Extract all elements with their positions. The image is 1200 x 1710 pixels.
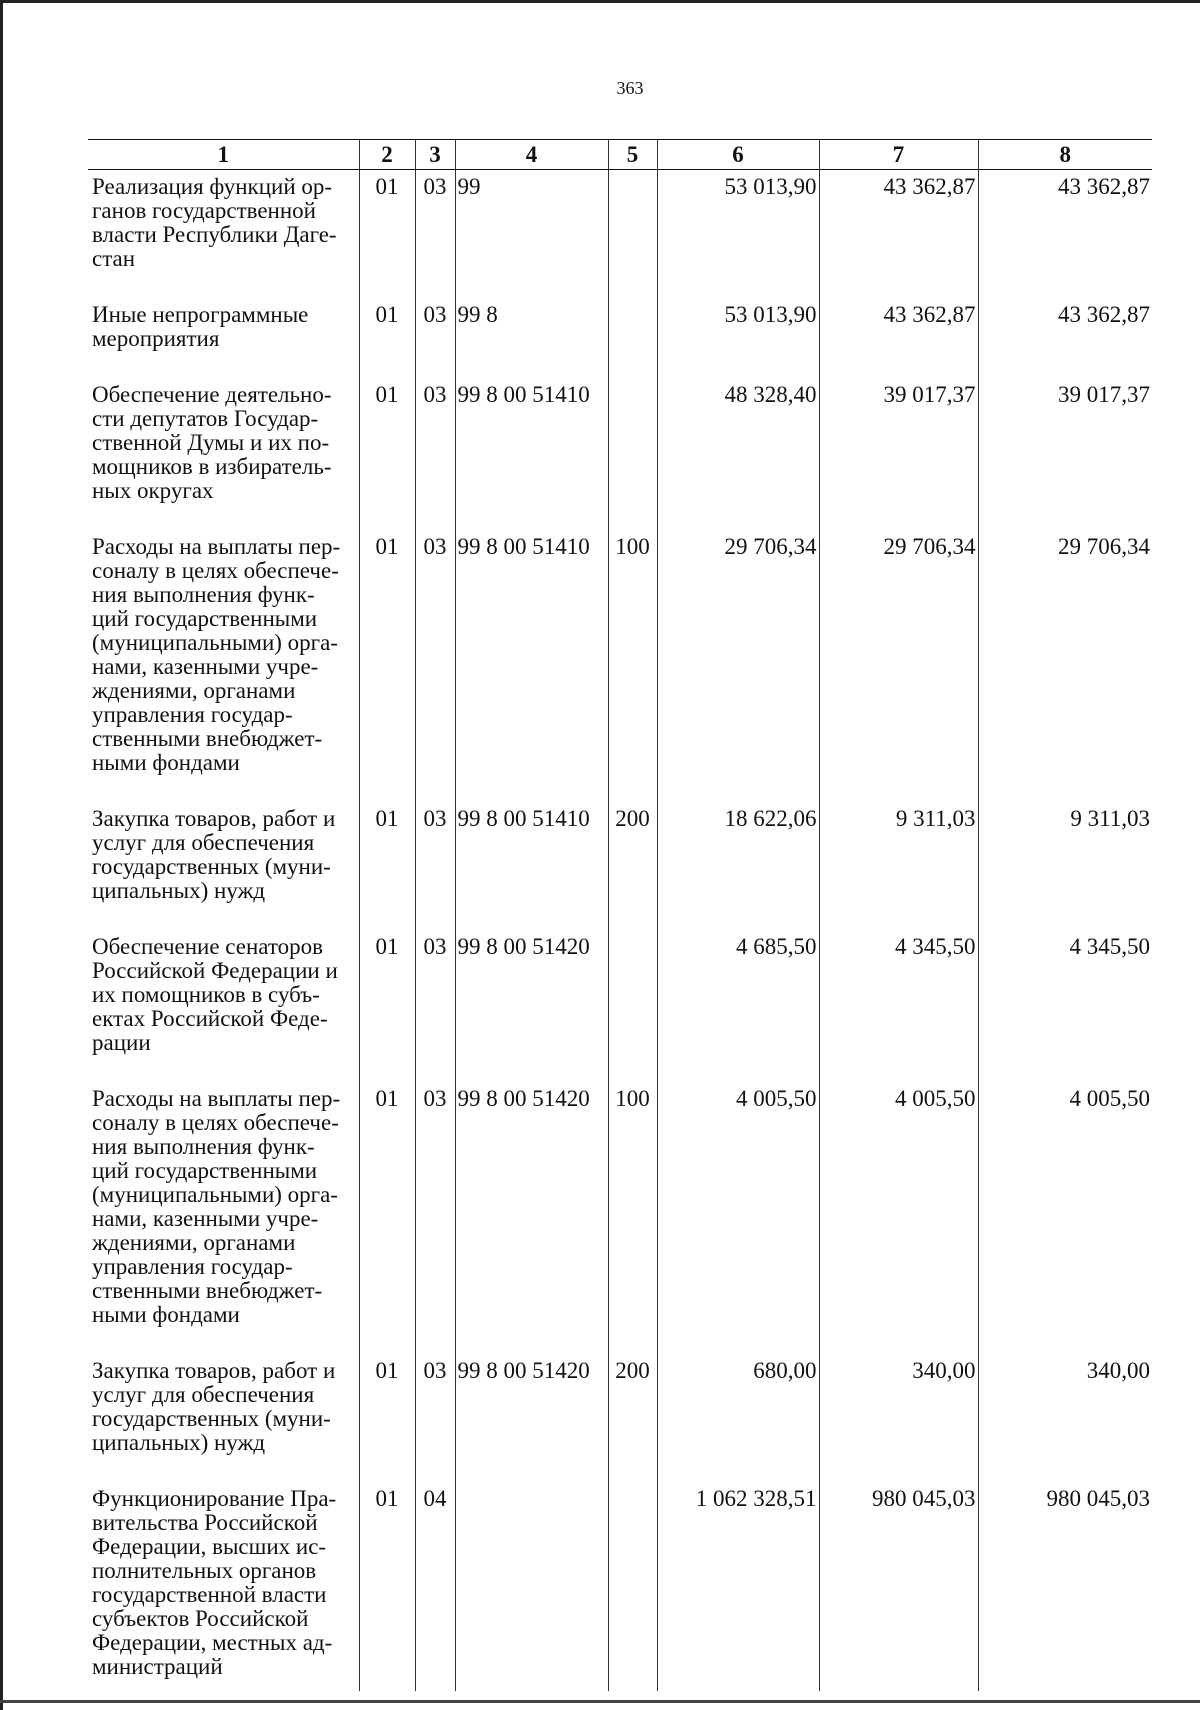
row-description: Закупка товаров, работ и услуг для обеспечения государственных (муни- ципальных) нужд bbox=[92, 806, 336, 903]
table-row bbox=[88, 535, 1152, 807]
row-amount-col8: 340,00 bbox=[978, 1359, 1152, 1487]
table-row bbox=[88, 383, 1152, 535]
row-description: Обеспечение деятельно- сти депутатов Государ- ственной Думы и их по- мощников в избиратель- ных округах bbox=[92, 382, 332, 503]
row-amount-col7: 29 706,34 bbox=[819, 535, 978, 807]
row-amount-col8: 43 362,87 bbox=[978, 170, 1152, 304]
row-target-article-code: 99 8 00 51410 bbox=[455, 383, 608, 535]
row-amount-col8: 980 045,03 bbox=[978, 1487, 1152, 1691]
row-description: Расходы на выплаты пер- соналу в целях обеспече- ния выполнения функ- ций государственными (муниципальными) орга- нами, казенными учре- ждениями, органами управления государ- ственными внебюджет- ными фондами bbox=[92, 534, 341, 775]
row-amount-col6: 4 005,50 bbox=[657, 1087, 819, 1359]
row-section-code: 01 bbox=[359, 383, 415, 535]
scan-edge-left bbox=[0, 0, 3, 1710]
row-section-code: 01 bbox=[359, 1487, 415, 1691]
row-section-code: 01 bbox=[359, 1087, 415, 1359]
row-description: Функционирование Пра- вительства Российской Федерации, высших ис- полнительных органов государственной власти субъектов Российской Федерации, местных ад- министраций bbox=[92, 1486, 337, 1679]
row-amount-col8: 39 017,37 bbox=[978, 383, 1152, 535]
row-expense-type-code bbox=[608, 935, 657, 1087]
row-amount-col6: 53 013,90 bbox=[657, 170, 819, 304]
header-col-3: 3 bbox=[415, 140, 455, 170]
row-amount-col6: 1 062 328,51 bbox=[657, 1487, 819, 1691]
row-amount-col8: 4 345,50 bbox=[978, 935, 1152, 1087]
row-section-code: 01 bbox=[359, 170, 415, 304]
row-section-code: 01 bbox=[359, 303, 415, 383]
row-expense-type-code: 200 bbox=[608, 807, 657, 935]
row-amount-col6: 48 328,40 bbox=[657, 383, 819, 535]
row-amount-col7: 4 005,50 bbox=[819, 1087, 978, 1359]
row-target-article-code: 99 8 00 51420 bbox=[455, 935, 608, 1087]
row-target-article-code: 99 bbox=[455, 170, 608, 304]
table-row bbox=[88, 1487, 1152, 1691]
row-expense-type-code: 200 bbox=[608, 1359, 657, 1487]
row-target-article-code: 99 8 00 51420 bbox=[455, 1087, 608, 1359]
page-number: 363 bbox=[616, 78, 644, 98]
row-amount-col7: 980 045,03 bbox=[819, 1487, 978, 1691]
row-amount-col6: 4 685,50 bbox=[657, 935, 819, 1087]
row-amount-col8: 4 005,50 bbox=[978, 1087, 1152, 1359]
row-section-code: 01 bbox=[359, 807, 415, 935]
row-amount-col7: 340,00 bbox=[819, 1359, 978, 1487]
row-target-article-code: 99 8 00 51410 bbox=[455, 807, 608, 935]
row-expense-type-code bbox=[608, 170, 657, 304]
row-amount-col7: 43 362,87 bbox=[819, 170, 978, 304]
row-target-article-code: 99 8 00 51420 bbox=[455, 1359, 608, 1487]
row-amount-col7: 4 345,50 bbox=[819, 935, 978, 1087]
table-row bbox=[88, 170, 1152, 304]
row-amount-col8: 29 706,34 bbox=[978, 535, 1152, 807]
header-col-6: 6 bbox=[657, 140, 819, 170]
row-subsection-code: 03 bbox=[415, 383, 455, 535]
header-col-7: 7 bbox=[819, 140, 978, 170]
row-description: Реализация функций ор- ганов государственной власти Республики Даге- стан bbox=[92, 174, 337, 271]
row-expense-type-code: 100 bbox=[608, 1087, 657, 1359]
row-expense-type-code bbox=[608, 1487, 657, 1691]
row-description: Расходы на выплаты пер- соналу в целях обеспече- ния выполнения функ- ций государственными (муниципальными) орга- нами, казенными учре- ждениями, органами управления государ- ственными внебюджет- ными фондами bbox=[92, 1086, 341, 1327]
table-body bbox=[88, 170, 1152, 1692]
row-amount-col7: 43 362,87 bbox=[819, 303, 978, 383]
row-subsection-code: 03 bbox=[415, 303, 455, 383]
row-subsection-code: 04 bbox=[415, 1487, 455, 1691]
row-expense-type-code: 100 bbox=[608, 535, 657, 807]
header-col-2: 2 bbox=[359, 140, 415, 170]
row-section-code: 01 bbox=[359, 1359, 415, 1487]
row-amount-col7: 39 017,37 bbox=[819, 383, 978, 535]
row-subsection-code: 03 bbox=[415, 535, 455, 807]
row-expense-type-code bbox=[608, 383, 657, 535]
row-amount-col6: 53 013,90 bbox=[657, 303, 819, 383]
row-target-article-code: 99 8 00 51410 bbox=[455, 535, 608, 807]
row-amount-col6: 18 622,06 bbox=[657, 807, 819, 935]
budget-table bbox=[88, 139, 1152, 1691]
header-col-1: 1 bbox=[88, 140, 359, 170]
table-row bbox=[88, 303, 1152, 383]
table-row bbox=[88, 1359, 1152, 1487]
row-description: Обеспечение сенаторов Российской Федерации и их помощников в субъ- ектах Российской Феде- рации bbox=[92, 934, 338, 1055]
header-row bbox=[88, 140, 1152, 170]
scan-edge-top bbox=[0, 0, 1200, 3]
table-header bbox=[88, 140, 1152, 170]
row-amount-col6: 680,00 bbox=[657, 1359, 819, 1487]
row-amount-col7: 9 311,03 bbox=[819, 807, 978, 935]
row-amount-col8: 43 362,87 bbox=[978, 303, 1152, 383]
table-row bbox=[88, 807, 1152, 935]
row-target-article-code bbox=[455, 1487, 608, 1691]
row-subsection-code: 03 bbox=[415, 935, 455, 1087]
table-row bbox=[88, 1087, 1152, 1359]
row-subsection-code: 03 bbox=[415, 170, 455, 304]
row-subsection-code: 03 bbox=[415, 1359, 455, 1487]
row-expense-type-code bbox=[608, 303, 657, 383]
row-description: Иные непрограммные мероприятия bbox=[92, 302, 309, 351]
row-subsection-code: 03 bbox=[415, 807, 455, 935]
scan-edge-bottom bbox=[0, 1700, 1200, 1703]
header-col-4: 4 bbox=[455, 140, 608, 170]
header-col-5: 5 bbox=[608, 140, 657, 170]
row-section-code: 01 bbox=[359, 935, 415, 1087]
row-amount-col8: 9 311,03 bbox=[978, 807, 1152, 935]
header-col-8: 8 bbox=[978, 140, 1152, 170]
row-section-code: 01 bbox=[359, 535, 415, 807]
row-amount-col6: 29 706,34 bbox=[657, 535, 819, 807]
row-description: Закупка товаров, работ и услуг для обеспечения государственных (муни- ципальных) нужд bbox=[92, 1358, 336, 1455]
table-row bbox=[88, 935, 1152, 1087]
row-subsection-code: 03 bbox=[415, 1087, 455, 1359]
row-target-article-code: 99 8 bbox=[455, 303, 608, 383]
